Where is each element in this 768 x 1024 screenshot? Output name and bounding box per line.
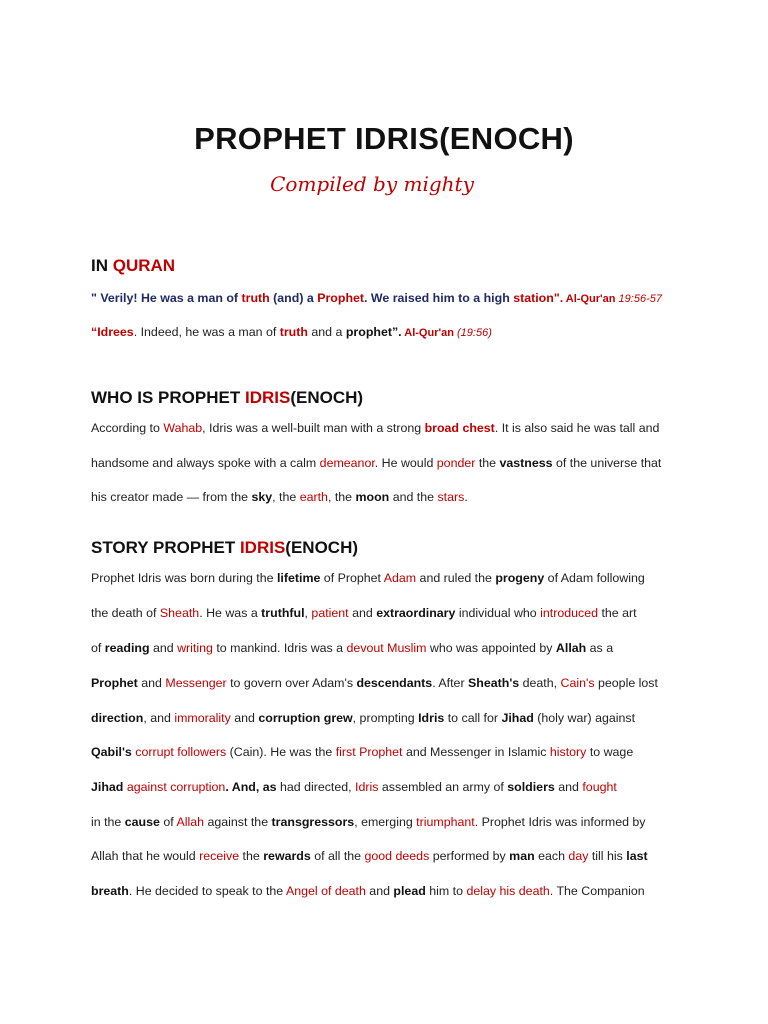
heading-highlight: IDRIS (239, 538, 286, 557)
bold-word: truthful (261, 606, 305, 620)
text: . The Companion (549, 884, 645, 898)
bold-word: soldiers (507, 780, 555, 794)
highlight-word: demeanor (319, 456, 375, 470)
paragraph-line (91, 815, 646, 829)
text: assembled an army of (378, 780, 508, 794)
highlight-word: Adam (383, 571, 417, 585)
text: and (554, 780, 583, 794)
highlight-word: devout Muslim (346, 641, 427, 655)
paragraph-line (91, 571, 645, 585)
paragraph-line (91, 641, 613, 655)
page-title: PROPHET IDRIS(ENOCH) (194, 121, 574, 156)
text: the (475, 456, 500, 470)
verse-text: ”. (391, 325, 402, 339)
highlight-word: good deeds (364, 849, 430, 863)
highlight-word: receive (199, 849, 240, 863)
text: of all the (310, 849, 365, 863)
highlight-word: “Idrees (91, 325, 134, 339)
text: and Messenger in Islamic (402, 745, 550, 759)
highlight-word: delay his death (466, 884, 550, 898)
text: and ruled the (416, 571, 496, 585)
paragraph-line (91, 711, 635, 725)
bold-word: Prophet (91, 676, 138, 690)
bold-word: plead (393, 884, 426, 898)
highlight-word: day (568, 849, 589, 863)
text: . (464, 490, 468, 504)
paragraph-line (91, 676, 658, 690)
highlight-word: Wahab (163, 421, 203, 435)
bold-word: rewards (263, 849, 311, 863)
highlight-word: stars (437, 490, 465, 504)
highlight-word: corrupt followers (135, 745, 227, 759)
text: , prompting (352, 711, 419, 725)
highlight-word: Angel of death (285, 884, 366, 898)
text: his creator made — from the (91, 490, 252, 504)
text: and (230, 711, 259, 725)
source-ref: (19:56) (457, 327, 492, 339)
text: (holy war) against (533, 711, 636, 725)
text: . He was a (199, 606, 262, 620)
bold-word: transgressors (271, 815, 355, 829)
text: . And, as (225, 780, 280, 794)
section-heading-who (91, 388, 363, 408)
highlight-word: writing (177, 641, 213, 655)
text: to call for (444, 711, 502, 725)
text: . After (432, 676, 469, 690)
section-heading-story (91, 538, 358, 558)
text: the death of (91, 606, 160, 620)
text: in the (91, 815, 125, 829)
text: , the (272, 490, 300, 504)
highlight-word: earth (299, 490, 328, 504)
bold-word: breath (91, 884, 129, 898)
paragraph-line (91, 849, 648, 863)
text: of the universe that (552, 456, 662, 470)
paragraph-line (91, 780, 617, 794)
verse-text: ". (553, 291, 564, 305)
text: the art (598, 606, 637, 620)
highlight-word: ponder (436, 456, 476, 470)
heading-highlight: QURAN (112, 256, 176, 275)
heading-text: (ENOCH) (290, 388, 364, 407)
paragraph-line (91, 456, 661, 470)
bold-word: last (626, 849, 648, 863)
text: as a (586, 641, 614, 655)
text: , emerging (354, 815, 417, 829)
bold-word: Jihad (501, 711, 534, 725)
text: till his (588, 849, 627, 863)
text: who was appointed by (426, 641, 556, 655)
heading-text: WHO IS PROPHET (91, 388, 245, 407)
text: , the (327, 490, 356, 504)
paragraph-line (91, 745, 633, 759)
text: Allah that he would (91, 849, 200, 863)
heading-highlight: IDRIS (244, 388, 291, 407)
text: against the (204, 815, 272, 829)
bold-word: moon (355, 490, 390, 504)
bold-word: prophet (345, 325, 392, 339)
source-ref: 19:56-57 (618, 293, 662, 305)
text: and (365, 884, 394, 898)
verse-text: " Verily! He was a man of (91, 291, 242, 305)
verse-source (402, 327, 492, 339)
verse-text: . Indeed, he was a man of (133, 325, 280, 339)
bold-word: vastness (499, 456, 553, 470)
highlight-word: against corruption (126, 780, 226, 794)
highlight-word: Idris (355, 780, 379, 794)
bold-word: corruption grew (258, 711, 353, 725)
text: to govern over Adam's (226, 676, 357, 690)
text: and the (389, 490, 438, 504)
bold-word: progeny (495, 571, 545, 585)
text: death, (519, 676, 561, 690)
paragraph-line (91, 884, 645, 898)
highlight-word: station (513, 291, 554, 305)
highlight-word: Prophet (317, 291, 365, 305)
text: the (239, 849, 264, 863)
bold-word: lifetime (276, 571, 321, 585)
page-subtitle: Compiled by mighty (270, 172, 474, 196)
text: to mankind. Idris was a (212, 641, 347, 655)
bold-word: sky (251, 490, 273, 504)
bold-word: Allah (555, 641, 587, 655)
text: and (348, 606, 377, 620)
highlight-word: first Prophet (335, 745, 403, 759)
text: . Prophet Idris was informed by (474, 815, 646, 829)
verse-source (563, 293, 662, 305)
text: of Adam following (544, 571, 645, 585)
heading-text: (ENOCH) (285, 538, 359, 557)
text: According to (91, 421, 164, 435)
highlight-word: Allah (176, 815, 205, 829)
text: (Cain). He was the (226, 745, 336, 759)
highlight-word: broad chest (424, 421, 495, 435)
highlight-word: immorality (174, 711, 231, 725)
highlight-word: truth (241, 291, 270, 305)
heading-text: STORY PROPHET (91, 538, 240, 557)
bold-word: descendants (356, 676, 433, 690)
bold-word: direction (91, 711, 144, 725)
text: , Idris was a well-built man with a strong (202, 421, 425, 435)
paragraph-line (91, 421, 659, 435)
text: . It is also said he was tall and (494, 421, 660, 435)
text: him to (425, 884, 467, 898)
highlight-word: patient (311, 606, 349, 620)
bold-word: Sheath's (468, 676, 520, 690)
text: , (304, 606, 312, 620)
text: individual who (455, 606, 541, 620)
text: of (159, 815, 177, 829)
bold-word: man (509, 849, 535, 863)
verse-text: . We raised him to a high (364, 291, 514, 305)
bold-word: cause (124, 815, 160, 829)
text: performed by (429, 849, 510, 863)
verse-text: (and) a (269, 291, 318, 305)
text: each (534, 849, 569, 863)
highlight-word: Sheath (159, 606, 200, 620)
bold-word: Jihad (91, 780, 124, 794)
text: and (137, 676, 166, 690)
quran-verse-1 (91, 291, 662, 305)
paragraph-line (91, 606, 637, 620)
text: handsome and always spoke with a calm (91, 456, 320, 470)
highlight-word: history (549, 745, 587, 759)
bold-word: extraordinary (376, 606, 456, 620)
verse-text: and a (307, 325, 346, 339)
text: of Prophet (320, 571, 384, 585)
heading-text: IN (91, 256, 113, 275)
highlight-word: fought (582, 780, 617, 794)
source-label: Al-Qur'an (401, 327, 458, 339)
highlight-word: Messenger (165, 676, 227, 690)
bold-word: Qabil's (91, 745, 132, 759)
text: and (149, 641, 178, 655)
paragraph-line (91, 490, 468, 504)
text: to wage (586, 745, 634, 759)
text: of (91, 641, 105, 655)
bold-word: reading (104, 641, 150, 655)
text: people lost (594, 676, 658, 690)
highlight-word: introduced (540, 606, 598, 620)
quran-verse-2 (91, 325, 492, 339)
text: , and (143, 711, 175, 725)
section-heading-quran (91, 256, 175, 276)
text: had directed, (279, 780, 356, 794)
source-label: Al-Qur'an (563, 293, 619, 305)
text: . He would (374, 456, 437, 470)
bold-word: Idris (418, 711, 445, 725)
highlight-word: Cain's (560, 676, 595, 690)
text: . He decided to speak to the (128, 884, 286, 898)
highlight-word: truth (279, 325, 308, 339)
text: Prophet Idris was born during the (91, 571, 277, 585)
highlight-word: triumphant (416, 815, 475, 829)
